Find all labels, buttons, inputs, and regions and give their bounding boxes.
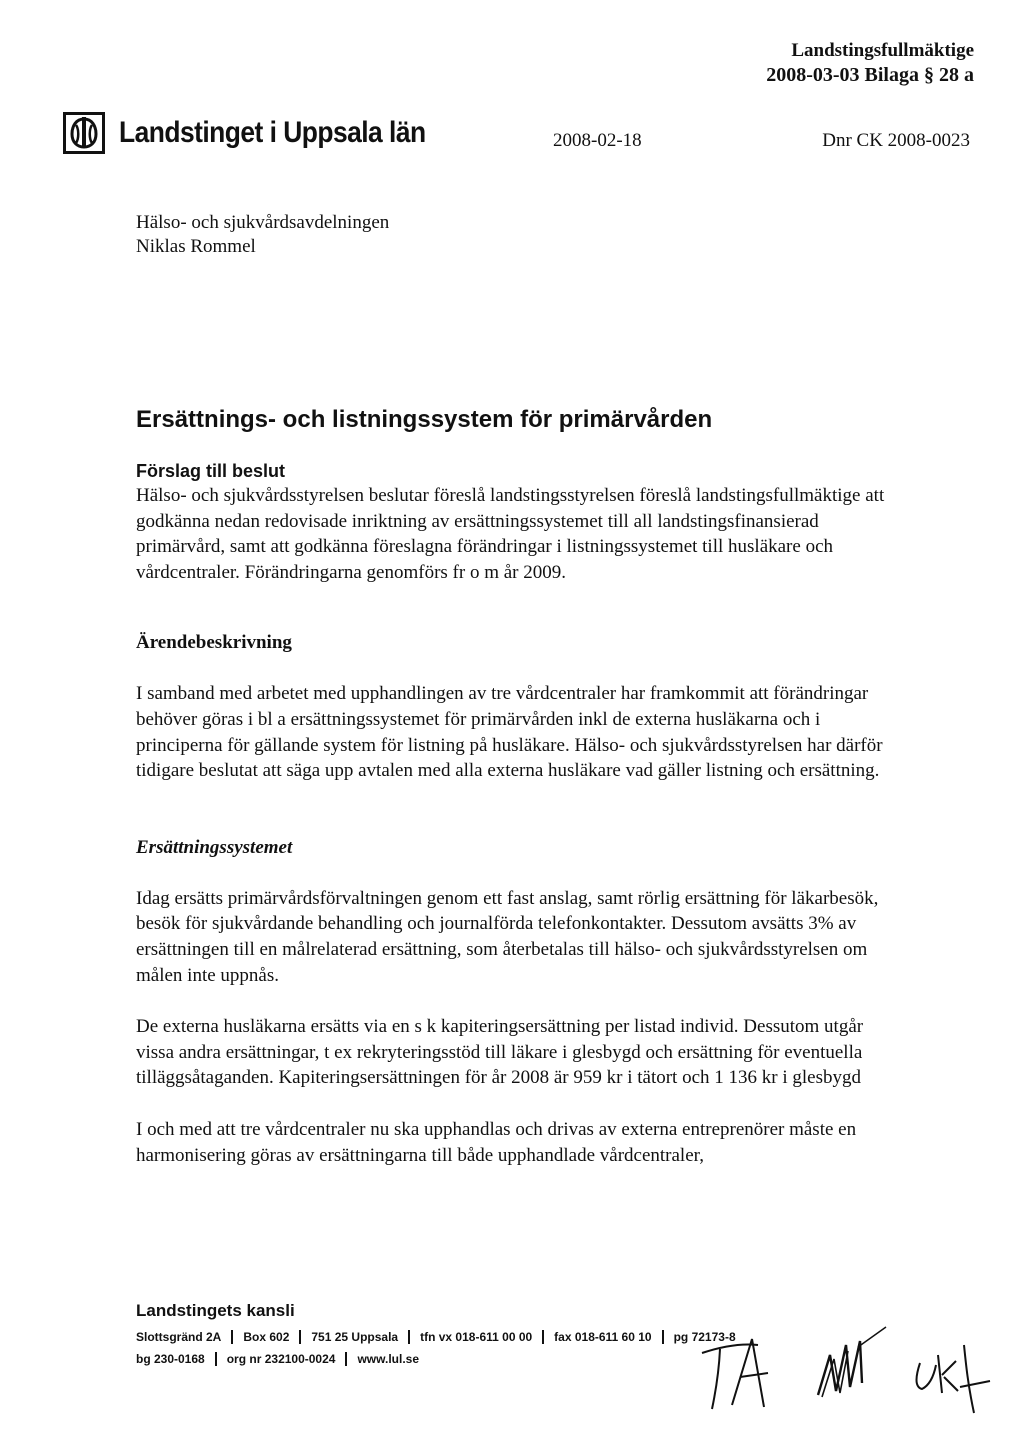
- footer-street: Slottsgränd 2A: [136, 1330, 222, 1344]
- footer-box: Box 602: [243, 1330, 290, 1344]
- footer-separator: [231, 1330, 233, 1344]
- footer-address-line: [136, 1330, 736, 1344]
- footer-separator: [215, 1352, 217, 1366]
- compensation-heading: Ersättningssystemet: [136, 836, 293, 858]
- compensation-paragraph-1: Idag ersätts primärvårdsförvaltningen genom ett fast anslag, samt rörlig ersättning för läkarbesök, besök för sjukvårdande behandling och journalförda telefonkontakter. Dessutom avsätts 3% av ersättningen till en målrelaterad ersättning, som återbetalas till hälso- och sjukvårdsstyrelsen om målen inte uppnås.: [136, 887, 879, 986]
- footer-postal: 751 25 Uppsala: [311, 1330, 399, 1344]
- footer-phone: tfn vx 018-611 00 00: [420, 1330, 533, 1344]
- footer-title: Landstingets kansli: [136, 1301, 295, 1320]
- document-date: 2008-02-18: [553, 130, 642, 151]
- description-heading: Ärendebeskrivning: [136, 632, 292, 654]
- compensation-paragraph-3: I och med att tre vårdcentraler nu ska upphandlas och drivas av externa entreprenörer måste en harmonisering göras av ersättningarna till både upphandlade vårdcentraler,: [136, 1118, 857, 1166]
- organization-name: Landstinget i Uppsala län: [119, 116, 426, 149]
- proposal-text: Hälso- och sjukvårdsstyrelsen beslutar föreslå landstingsstyrelsen föreslå landstingsfullmäktige att godkänna nedan redovisade inriktning av ersättningssystemet till all landstingsfinansierad primärvård, samt att godkänna föreslagna förändringar i listningssystemet till husläkare och vårdcentraler. Förändringarna genomförs fr o m år 2009.: [136, 485, 885, 583]
- document-body: [136, 403, 896, 1168]
- footer-separator: [662, 1330, 664, 1344]
- sender-name: Niklas Rommel: [136, 236, 256, 257]
- compensation-paragraph-2: De externa husläkarna ersätts via en s k kapiteringsersättning per listad individ. Dessutom utgår vissa andra ersättningar, t ex rekryteringsstöd till läkare i glesbygd och ersättning för eventuella tilläggsåtaganden. Kapiteringsersättningen för år 2008 är 959 kr i tätort och 1 136 kr i glesbygd: [136, 1016, 864, 1089]
- footer-separator: [299, 1330, 301, 1344]
- letterhead: [63, 112, 467, 154]
- footer: [136, 1300, 736, 1366]
- footer-bankgiro: bg 230-0168: [136, 1352, 205, 1366]
- handwritten-initials: [690, 1325, 1000, 1420]
- proposal-heading: Förslag till beslut: [136, 461, 286, 481]
- county-council-logo-icon: [63, 112, 105, 154]
- description-text: I samband med arbetet med upphandlingen av tre vårdcentraler har framkommit att förändringar behöver göras i bl a ersättningssystemet för primärvården inkl de externa husläkarna och i principerna för gällande system för listning på husläkare. Hälso- och sjukvårdsstyrelsen har därför tidigare beslutat att säga upp avtalen med alla externa husläkare vad gäller listning och ersättning.: [136, 683, 883, 782]
- stamp-body: Landstingsfullmäktige: [791, 40, 974, 61]
- footer-org-number: org nr 232100-0024: [226, 1352, 336, 1366]
- footer-postgiro: pg 72173-8: [673, 1330, 736, 1344]
- footer-separator: [345, 1352, 347, 1366]
- footer-separator: [408, 1330, 410, 1344]
- footer-fax: fax 018-611 60 10: [554, 1330, 652, 1344]
- registration-number: Dnr CK 2008-0023: [822, 130, 970, 151]
- footer-bank-line: [136, 1352, 736, 1366]
- sender-block: [136, 211, 389, 259]
- footer-website: www.lul.se: [357, 1352, 420, 1366]
- footer-separator: [542, 1330, 544, 1344]
- sender-department: Hälso- och sjukvårdsavdelningen: [136, 212, 390, 233]
- stamp-date-attachment: 2008-03-03 Bilaga § 28 a: [766, 64, 974, 86]
- registration-stamp: [766, 38, 974, 88]
- document-title: Ersättnings- och listningssystem för primärvården: [136, 406, 713, 433]
